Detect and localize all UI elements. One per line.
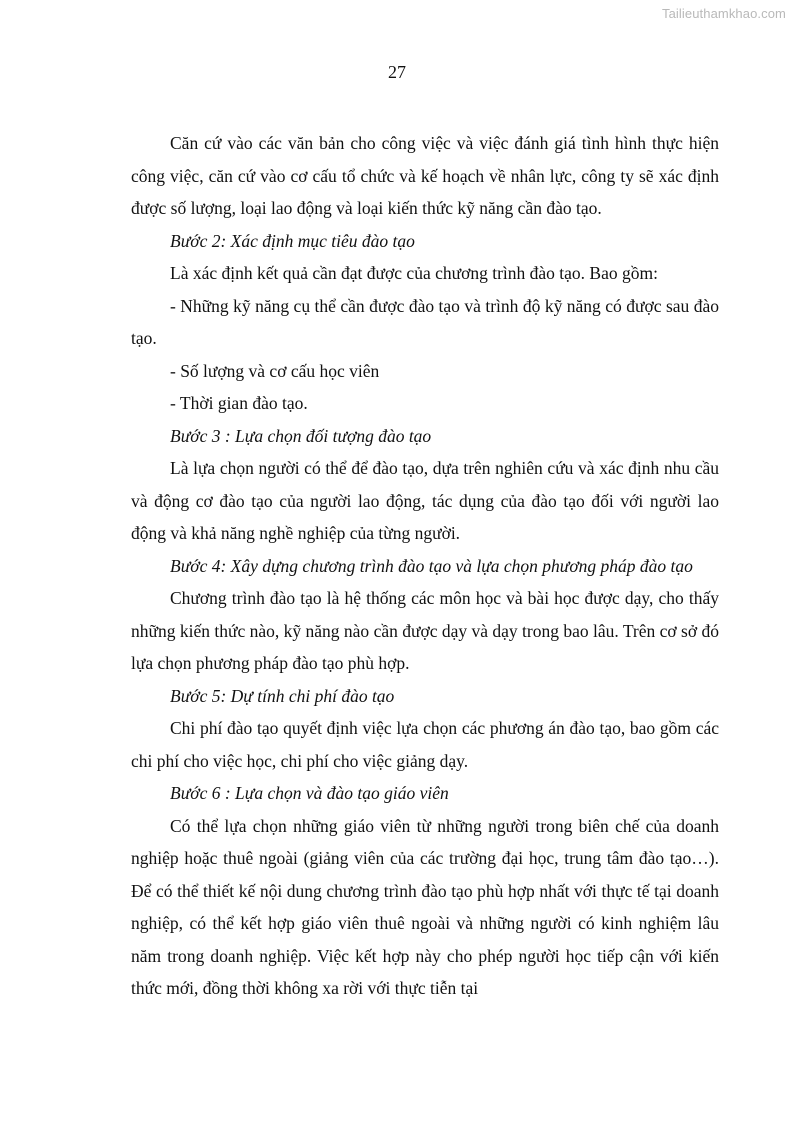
paragraph-step-4: Chương trình đào tạo là hệ thống các môn học và bài học được dạy, cho thấy những kiến thức nào, kỹ năng nào cần được dạy và dạy trong bao lâu. Trên cơ sở đó lựa chọn phương pháp đào tạo phù hợp. — [131, 588, 719, 673]
document-body — [131, 127, 719, 1005]
heading-step-2: Bước 2: Xác định mục tiêu đào tạo — [170, 230, 415, 251]
page-number: 27 — [388, 62, 406, 82]
list-item-training-time: - Thời gian đào tạo. — [170, 393, 308, 413]
heading-step-3: Bước 3 : Lựa chọn đối tượng đào tạo — [170, 425, 432, 446]
paragraph-step-6: Có thể lựa chọn những giáo viên từ những người trong biên chế của doanh nghiệp hoặc thuê ngoài (giảng viên của các trường đại học, trung tâm đào tạo…). Để có thể thiết kế nội dung chương trình đào tạo phù hợp nhất với thực tế tại doanh nghiệp, có thể kết hợp giáo viên thuê ngoài và những người có kinh nghiệm lâu năm trong doanh nghiệp. Việc kết hợp này cho phép người học tiếp cận với kiến thức mới, đồng thời không xa rời với thực tiễn tại — [131, 815, 719, 998]
heading-step-4: Bước 4: Xây dựng chương trình đào tạo và lựa chọn phương pháp đào tạo — [170, 555, 693, 576]
paragraph-step-3: Là lựa chọn người có thể để đào tạo, dựa trên nghiên cứu và xác định nhu cầu và động cơ đào tạo của người lao động, tác dụng của đào tạo đối với người lao động và khả năng nghề nghiệp của từng người. — [131, 458, 719, 543]
list-item-skills: - Những kỹ năng cụ thể cần được đào tạo và trình độ kỹ năng có được sau đào tạo. — [131, 295, 719, 348]
heading-step-5: Bước 5: Dự tính chi phí đào tạo — [170, 685, 395, 706]
list-item-trainee-count: - Số lượng và cơ cấu học viên — [170, 360, 380, 381]
paragraph-step-5: Chi phí đào tạo quyết định việc lựa chọn các phương án đào tạo, bao gồm các chi phí cho việc học, chi phí cho việc giảng dạy. — [131, 718, 719, 771]
paragraph-intro: Căn cứ vào các văn bản cho công việc và việc đánh giá tình hình thực hiện công việc, căn cứ vào cơ cấu tổ chức và kế hoạch về nhân lực, công ty sẽ xác định được số lượng, loại lao động và loại kiến thức kỹ năng cần đào tạo. — [131, 133, 719, 218]
paragraph-step-2-definition: Là xác định kết quả cần đạt được của chương trình đào tạo. Bao gồm: — [170, 263, 658, 283]
heading-step-6: Bước 6 : Lựa chọn và đào tạo giáo viên — [170, 783, 449, 803]
watermark-text: Tailieuthamkhao.com — [661, 6, 786, 21]
